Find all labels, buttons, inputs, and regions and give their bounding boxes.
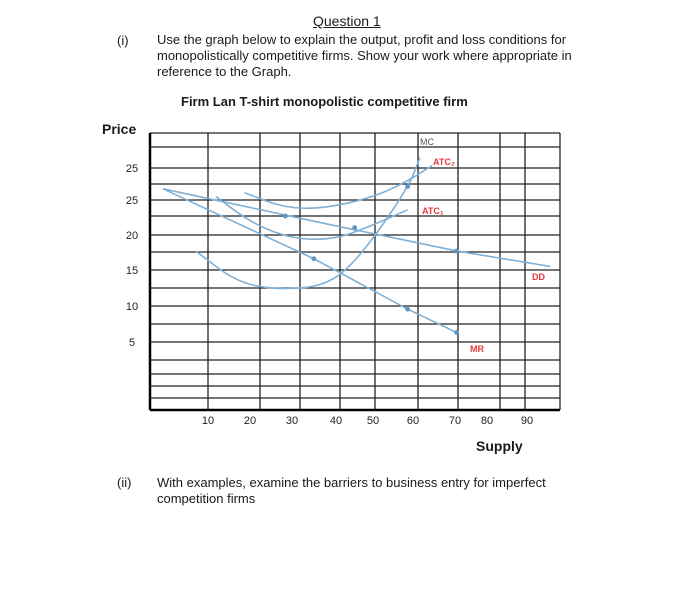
chart-curve-labels <box>420 137 545 354</box>
chart-grid <box>150 133 560 410</box>
curve-point <box>405 307 410 312</box>
x-tick-label: 70 <box>448 415 462 427</box>
x-tick-label: 10 <box>201 415 215 427</box>
y-tick-label: 20 <box>125 230 139 242</box>
x-tick-label: 60 <box>406 415 420 427</box>
y-tick-label: 15 <box>125 265 139 277</box>
y-tick-label: 25 <box>125 195 139 207</box>
x-tick-label: 30 <box>285 415 299 427</box>
mr-label: MR <box>470 344 484 354</box>
part-1-text: Use the graph below to explain the output, profit and loss conditions for monopolistically competitive firms. Show your work where appropriate in reference to the Graph. <box>157 32 572 79</box>
x-tick-label: 40 <box>329 415 343 427</box>
chart-ticks <box>126 163 533 427</box>
chart-axes <box>150 133 560 410</box>
x-tick-label: 50 <box>366 415 380 427</box>
x-tick-label: 20 <box>243 415 257 427</box>
curve-atc2 <box>245 166 433 209</box>
y-axis-label: Price <box>102 121 137 137</box>
y-tick-label: 5 <box>128 337 136 349</box>
atc2-label: ATC₂ <box>433 157 455 167</box>
curve-mr <box>163 189 457 333</box>
curve-point <box>454 249 459 254</box>
question-title: Question 1 <box>313 13 381 29</box>
x-tick-label: 90 <box>520 415 534 427</box>
curve-point <box>405 184 410 189</box>
curve-point <box>311 256 316 261</box>
curve-atc1 <box>216 197 408 240</box>
x-tick-label: 80 <box>480 415 494 427</box>
part-1-marker: (i) <box>117 33 129 48</box>
x-axis-label: Supply <box>476 438 523 454</box>
curve-point <box>283 214 288 219</box>
atc1-label: ATC₁ <box>422 206 444 216</box>
part-2-text: With examples, examine the barriers to business entry for imperfect competition firms <box>157 475 546 506</box>
dd-label: DD <box>532 272 545 282</box>
part-2-marker: (ii) <box>117 475 132 490</box>
curve-point <box>352 225 357 230</box>
curve-point <box>454 330 459 335</box>
curve-mc <box>196 158 420 289</box>
chart-title: Firm Lan T-shirt monopolistic competitive firm <box>181 94 468 109</box>
y-tick-label: 10 <box>125 301 139 313</box>
mc-label: MC <box>420 137 434 147</box>
y-tick-label: 25 <box>125 163 139 175</box>
